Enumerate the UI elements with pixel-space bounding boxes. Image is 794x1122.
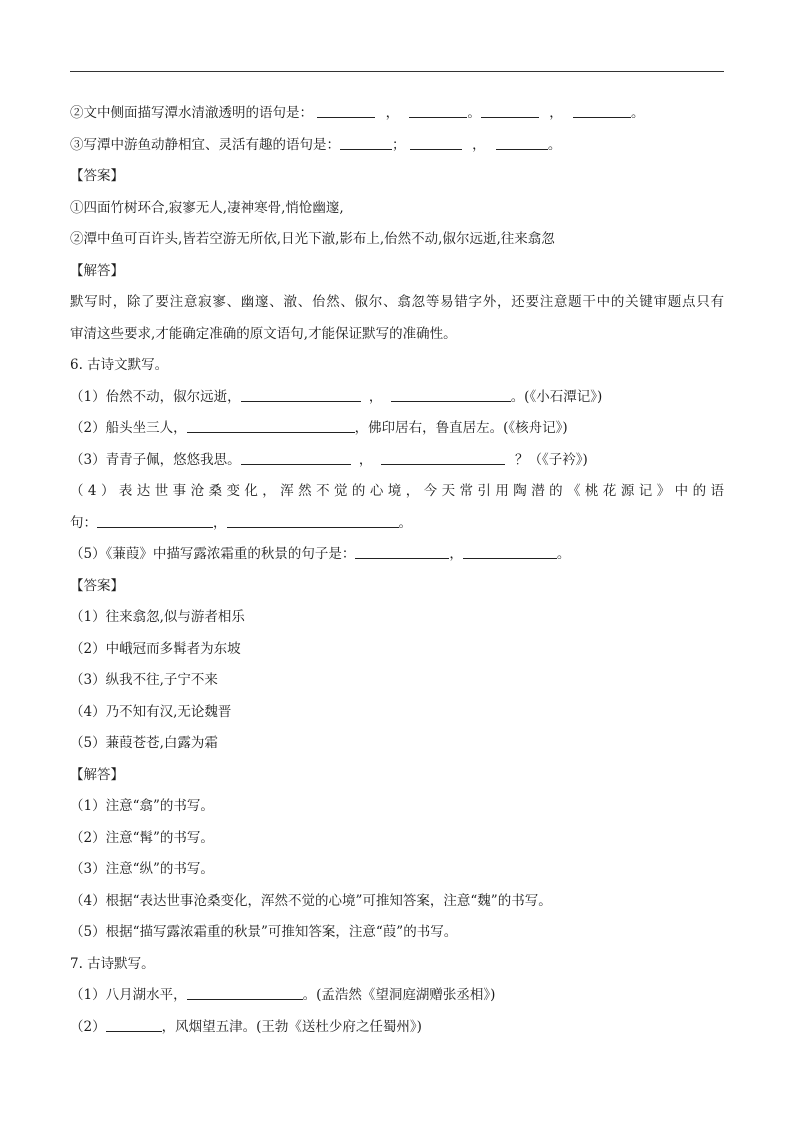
answer-blank[interactable] xyxy=(381,450,505,465)
answer-blank[interactable] xyxy=(106,1017,162,1032)
solution-line: （5）根据“描写露浓霜重的秋景”可推知答案，注意“葭”的书写。 xyxy=(70,924,458,940)
answer-blank[interactable] xyxy=(463,544,557,559)
answer-heading: 【答案】 xyxy=(70,577,124,594)
q6-item-1: （1）佁然不动，俶尔远逝， ， 。(《小石潭记》) xyxy=(70,388,603,405)
solution-text: 审清这些要求,才能确定准确的原文语句,才能保证默写的准确性。 xyxy=(70,325,457,342)
answer-blank[interactable] xyxy=(187,418,355,433)
answer-line: （3）纵我不往,子宁不来 xyxy=(70,672,218,688)
q6-item-3: （3）青青子佩，悠悠我思。 ， ？（《子衿》) xyxy=(70,451,588,468)
answer-blank[interactable] xyxy=(391,387,511,402)
answer-line: （4）乃不知有汉,无论魏晋 xyxy=(70,703,232,720)
answer-line: （5）蒹葭苍苍,白露为霜 xyxy=(70,735,218,751)
q5-sub2-prompt: ②文中侧面描写潭水清澈透明的语句是： xyxy=(70,105,313,121)
page-content xyxy=(70,98,724,1043)
solution-line: （1）注意“翕”的书写。 xyxy=(70,798,214,814)
q5-sub3: ③写潭中游鱼动静相宜、灵活有趣的语句是： ； ， 。 xyxy=(70,136,562,153)
question-6-title: 6. 古诗文默写。 xyxy=(70,357,169,373)
answer-line: ②潭中鱼可百许头,皆若空游无所依,日光下澈,影布上,佁然不动,俶尔远逝,往来翕忽 xyxy=(70,231,555,247)
answer-blank[interactable] xyxy=(573,103,631,118)
answer-blank[interactable] xyxy=(317,103,375,118)
answer-line: ①四面竹树环合,寂寥无人,凄神寒骨,悄怆幽邃, xyxy=(70,199,344,216)
solution-line: （2）注意“髯”的书写。 xyxy=(70,829,214,846)
q5-sub2: ②文中侧面描写潭水清澈透明的语句是： ， 。 ， 。 xyxy=(70,105,645,121)
q7-item-1: （1）八月湖水平， 。(孟浩然《望洞庭湖赠张丞相》) xyxy=(70,987,496,1003)
header-rule xyxy=(70,71,724,72)
solution-text: 默写时，除了要注意寂寥、幽邃、澈、佁然、俶尔、翕忽等易错字外，还要注意题干中的关键审题点只有 xyxy=(70,294,724,310)
answer-line: （2）中峨冠而多髯者为东坡 xyxy=(70,640,241,657)
answer-blank[interactable] xyxy=(340,135,392,150)
q6-item-5: （5）《蒹葭》中描写露浓霜重的秋景的句子是： ， 。 xyxy=(70,546,571,562)
answer-line: （1）往来翕忽,似与游者相乐 xyxy=(70,609,245,625)
answer-blank[interactable] xyxy=(241,450,351,465)
q6-item-4-line2: 句： ， 。 xyxy=(70,514,412,531)
q6-item-4-line1: （4）表达世事沧桑变化，浑然不觉的心境，今天常引用陶潜的《桃花源记》中的语 xyxy=(70,483,724,499)
answer-blank[interactable] xyxy=(409,103,467,118)
solution-heading: 【解答】 xyxy=(70,262,124,279)
answer-blank[interactable] xyxy=(187,985,303,1000)
answer-heading: 【答案】 xyxy=(70,168,124,184)
answer-blank[interactable] xyxy=(355,544,449,559)
solution-line: （3）注意“纵”的书写。 xyxy=(70,861,214,877)
q6-item-2: （2）船头坐三人， ，佛印居右，鲁直居左。(《核舟记》) xyxy=(70,420,568,436)
q5-sub3-prompt: ③写潭中游鱼动静相宜、灵活有趣的语句是： xyxy=(70,136,340,153)
answer-blank[interactable] xyxy=(410,135,462,150)
solution-heading: 【解答】 xyxy=(70,766,124,783)
q7-item-2: （2） ，风烟望五津。(王勃《送杜少府之任蜀州》) xyxy=(70,1018,422,1035)
answer-blank[interactable] xyxy=(227,513,399,528)
answer-blank[interactable] xyxy=(241,387,361,402)
answer-blank[interactable] xyxy=(481,103,539,118)
solution-line: （4）根据“表达世事沧桑变化，浑然不觉的心境”可推知答案，注意“魏”的书写。 xyxy=(70,892,552,909)
answer-blank[interactable] xyxy=(496,135,548,150)
question-7-title: 7. 古诗默写。 xyxy=(70,955,155,972)
answer-blank[interactable] xyxy=(97,513,213,528)
